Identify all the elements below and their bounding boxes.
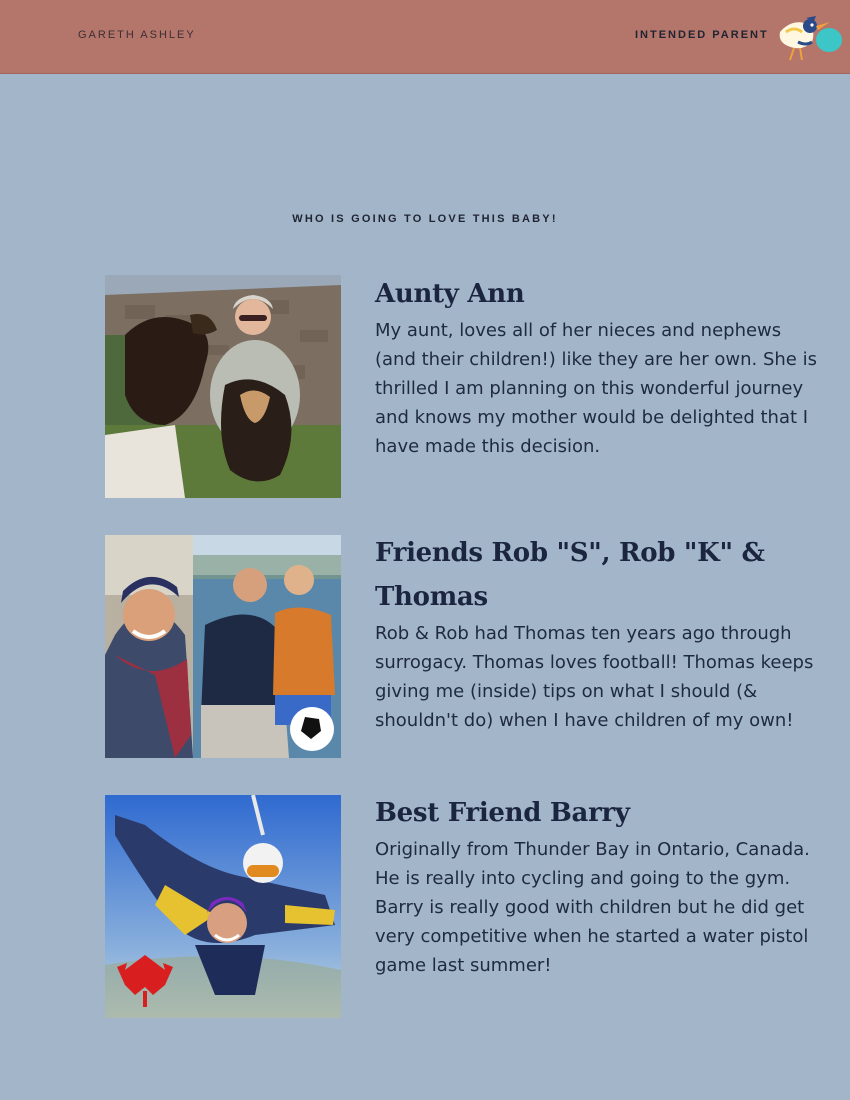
role-label: INTENDED PARENT xyxy=(635,29,769,41)
friends-by-lake-photo xyxy=(105,535,341,758)
person-description: My aunt, loves all of her nieces and nephews (and their children!) like they are her own. She is thrilled I am planning on this wonderful journey and knows my mother would be delighted that I have made this decision. xyxy=(375,320,817,457)
tandem-skydive-photo xyxy=(105,795,341,1018)
aunt-with-dogs-photo xyxy=(105,275,341,498)
person-entry-aunt xyxy=(375,272,820,461)
author-name: GARETH ASHLEY xyxy=(78,29,196,41)
page-header xyxy=(0,0,850,74)
person-description: Originally from Thunder Bay in Ontario, Canada. He is really into cycling and going to the gym. Barry is really good with children but he did get very competitive when he started a water pistol game last summer! xyxy=(375,839,810,976)
section-title: WHO IS GOING TO LOVE THIS BABY! xyxy=(292,213,558,225)
person-entry-robs-thomas xyxy=(375,531,820,735)
person-description: Rob & Rob had Thomas ten years ago through surrogacy. Thomas loves football! Thomas keeps giving me (inside) tips on what I should (& shouldn't do) when I have children of my own! xyxy=(375,623,814,731)
stork-logo-icon xyxy=(772,12,844,66)
person-name: Best Friend Barry xyxy=(375,798,630,828)
person-entry-barry xyxy=(375,791,820,980)
person-name: Friends Rob "S", Rob "K" & Thomas xyxy=(375,538,765,612)
person-name: Aunty Ann xyxy=(375,279,525,309)
